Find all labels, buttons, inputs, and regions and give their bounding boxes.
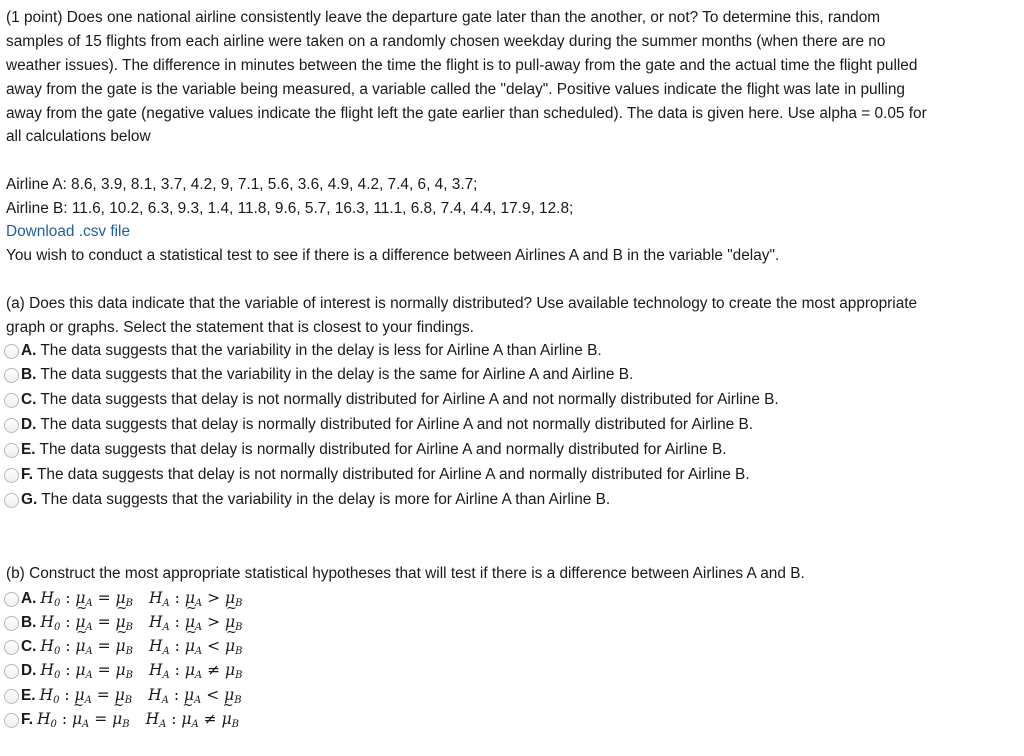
group-subscript: A bbox=[194, 622, 203, 633]
colon: : bbox=[169, 661, 185, 679]
intro-line: weather issues). The difference in minutes between the time the flight is to pull-away from the gate and the actual time the flight pulled bbox=[6, 57, 918, 74]
median-symbol: ~ μ bbox=[181, 710, 191, 728]
operator: = bbox=[91, 686, 115, 704]
median-symbol: ~ μ bbox=[222, 710, 232, 728]
radio-button[interactable] bbox=[4, 640, 19, 655]
group-subscript: A bbox=[85, 598, 93, 609]
group-subscript: A bbox=[194, 598, 203, 609]
group-subscript: A bbox=[84, 695, 92, 706]
operator: = bbox=[92, 637, 116, 655]
colon: : bbox=[60, 661, 76, 679]
group-subscript: B bbox=[124, 695, 133, 706]
part-b-question: (b) Construct the most appropriate statistical hypotheses that will test if there is a difference between Airlines A and B. bbox=[6, 565, 805, 582]
part-b-option-c[interactable] bbox=[4, 636, 242, 658]
hypothesis-subscript: 0 bbox=[53, 695, 60, 706]
median-symbol: ~ μ bbox=[185, 637, 195, 655]
median-symbol: ~ μ bbox=[75, 613, 85, 631]
operator: < bbox=[202, 637, 225, 655]
option-text: The data suggests that the variability in the delay is more for Airline A than Airline B. bbox=[41, 491, 611, 508]
median-symbol: ~ μ bbox=[112, 710, 122, 728]
hypothesis-subscript: 0 bbox=[53, 670, 61, 681]
intro-line: (1 point) Does one national airline consistently leave the departure gate later than the another, or not? To determine this, random bbox=[6, 9, 881, 26]
part-a-option-e[interactable] bbox=[4, 439, 727, 461]
intro-line: away from the gate is the variable being measured, a variable called the "delay". Positive values indicate the flight was late in pulling bbox=[6, 81, 905, 98]
null-hypothesis bbox=[37, 710, 130, 730]
radio-button[interactable] bbox=[4, 368, 19, 383]
hypothesis-subscript: 0 bbox=[53, 646, 61, 657]
hypothesis-symbol: H bbox=[39, 686, 54, 704]
option-letter: A. bbox=[21, 590, 37, 607]
option-text: The data suggests that delay is not normally distributed for Airline A and normally distributed for Airline B. bbox=[36, 466, 750, 483]
radio-button[interactable] bbox=[4, 393, 19, 408]
operator: = bbox=[92, 661, 116, 679]
radio-button[interactable] bbox=[4, 418, 19, 433]
option-letter: F. bbox=[21, 466, 33, 483]
test-statement: You wish to conduct a statistical test to see if there is a difference between Airlines A and B in the variable "delay". bbox=[6, 247, 780, 264]
operator: = bbox=[89, 710, 113, 728]
hypothesis-subscript: 0 bbox=[50, 719, 57, 730]
part-a-option-g[interactable] bbox=[4, 489, 610, 511]
operator: > bbox=[202, 613, 225, 631]
mean-symbol: μ bbox=[114, 686, 125, 704]
hypothesis-subscript: A bbox=[162, 622, 170, 633]
hypothesis-symbol: H bbox=[40, 637, 54, 655]
group-subscript: A bbox=[82, 719, 90, 730]
hypothesis-symbol: H bbox=[145, 710, 160, 728]
colon: : bbox=[59, 686, 75, 704]
hypothesis-subscript: A bbox=[159, 719, 167, 730]
operator: < bbox=[201, 686, 225, 704]
operator: > bbox=[202, 589, 225, 607]
parameter-symbol bbox=[181, 710, 198, 728]
hypothesis-symbol: H bbox=[148, 661, 163, 679]
option-letter: A. bbox=[21, 342, 37, 359]
colon: : bbox=[60, 637, 76, 655]
part-a-question: (a) Does this data indicate that the variable of interest is normally distributed? Use available technology to create the most appropriate bbox=[6, 295, 918, 312]
option-text: The data suggests that delay is normally distributed for Airline A and normally distributed for Airline B. bbox=[39, 441, 727, 458]
hypothesis-symbol: H bbox=[148, 686, 162, 704]
median-symbol: ~ μ bbox=[116, 613, 126, 631]
intro-line: all calculations below bbox=[6, 128, 151, 145]
radio-button[interactable] bbox=[4, 689, 19, 704]
parameter-symbol bbox=[225, 661, 242, 679]
alternative-hypothesis bbox=[149, 637, 242, 657]
null-hypothesis bbox=[40, 637, 133, 657]
colon: : bbox=[169, 613, 185, 631]
median-symbol: ~ μ bbox=[185, 613, 195, 631]
median-symbol: ~ μ bbox=[225, 613, 235, 631]
hypothesis-subscript: 0 bbox=[53, 598, 61, 609]
part-a-option-c[interactable] bbox=[4, 389, 779, 411]
mean-symbol: μ bbox=[184, 661, 195, 679]
option-text: The data suggests that the variability in the delay is the same for Airline A and Airline B. bbox=[40, 366, 634, 383]
hypothesis-symbol: H bbox=[36, 710, 51, 728]
part-a-option-f[interactable] bbox=[4, 464, 750, 486]
radio-button[interactable] bbox=[4, 344, 19, 359]
parameter-symbol bbox=[75, 637, 92, 655]
colon: : bbox=[169, 589, 185, 607]
mean-symbol: μ bbox=[115, 589, 126, 607]
hypothesis-symbol: H bbox=[148, 613, 163, 631]
option-letter: E. bbox=[21, 687, 36, 704]
mean-symbol: μ bbox=[224, 686, 235, 704]
group-subscript: A bbox=[85, 646, 93, 657]
radio-button[interactable] bbox=[4, 713, 19, 728]
mean-symbol: μ bbox=[75, 589, 86, 607]
mean-symbol: μ bbox=[183, 686, 195, 704]
parameter-symbol bbox=[222, 710, 239, 728]
radio-button[interactable] bbox=[4, 664, 19, 679]
hypothesis-subscript: A bbox=[162, 598, 170, 609]
colon: : bbox=[169, 637, 185, 655]
parameter-symbol bbox=[112, 710, 129, 728]
parameter-symbol bbox=[185, 637, 202, 655]
option-text: The data suggests that the variability in the delay is less for Airline A than Airline B. bbox=[40, 342, 602, 359]
colon: : bbox=[56, 710, 72, 728]
radio-button[interactable] bbox=[4, 616, 19, 631]
radio-button[interactable] bbox=[4, 592, 19, 607]
group-subscript: B bbox=[231, 719, 239, 730]
group-subscript: B bbox=[125, 622, 133, 633]
mean-symbol: μ bbox=[115, 661, 126, 679]
null-hypothesis bbox=[40, 661, 133, 681]
group-subscript: A bbox=[194, 695, 202, 706]
group-subscript: B bbox=[234, 695, 242, 706]
median-symbol: ~ μ bbox=[225, 637, 235, 655]
colon: : bbox=[60, 613, 76, 631]
hypothesis-symbol: H bbox=[148, 589, 163, 607]
parameter-symbol bbox=[225, 637, 242, 655]
mean-symbol: μ bbox=[75, 661, 86, 679]
option-letter: F. bbox=[21, 711, 33, 728]
option-letter: C. bbox=[21, 638, 37, 655]
option-letter: E. bbox=[21, 441, 36, 458]
group-subscript: B bbox=[122, 719, 130, 730]
option-text: The data suggests that delay is not normally distributed for Airline A and not normally distributed for Airline B. bbox=[40, 391, 779, 408]
median-symbol: ~ μ bbox=[75, 637, 85, 655]
group-subscript: B bbox=[235, 622, 243, 633]
parameter-symbol bbox=[116, 637, 133, 655]
colon: : bbox=[60, 589, 76, 607]
operator: = bbox=[92, 589, 116, 607]
radio-button[interactable] bbox=[4, 443, 19, 458]
group-subscript: B bbox=[125, 646, 133, 657]
median-symbol: ~ μ bbox=[72, 710, 82, 728]
group-subscript: B bbox=[125, 670, 133, 681]
parameter-symbol bbox=[116, 661, 133, 679]
download-csv-link[interactable]: Download .csv file bbox=[6, 223, 131, 240]
option-text: The data suggests that delay is normally distributed for Airline A and not normally distributed for Airline B. bbox=[40, 416, 754, 433]
alternative-hypothesis bbox=[146, 710, 239, 730]
airline-b-data: Airline B: 11.6, 10.2, 6.3, 9.3, 1.4, 11.8, 9.6, 5.7, 16.3, 11.1, 6.8, 7.4, 4.4, 17.9, 12.8; bbox=[6, 200, 574, 217]
option-letter: G. bbox=[21, 491, 38, 508]
hypothesis-symbol: H bbox=[148, 637, 163, 655]
option-letter: D. bbox=[21, 416, 37, 433]
hypothesis-subscript: A bbox=[162, 670, 170, 681]
mean-symbol: μ bbox=[224, 589, 236, 607]
airline-a-data: Airline A: 8.6, 3.9, 8.1, 3.7, 4.2, 9, 7.1, 5.6, 3.6, 4.9, 4.2, 7.4, 6, 4, 3.7; bbox=[6, 176, 478, 193]
mean-symbol: μ bbox=[184, 589, 195, 607]
group-subscript: B bbox=[125, 598, 133, 609]
group-subscript: B bbox=[235, 646, 243, 657]
option-letter: D. bbox=[21, 662, 37, 679]
radio-button[interactable] bbox=[4, 468, 19, 483]
part-b-option-d[interactable] bbox=[4, 660, 242, 682]
group-subscript: A bbox=[194, 670, 203, 681]
parameter-symbol bbox=[75, 661, 92, 679]
operator: ≠ bbox=[202, 661, 225, 679]
part-a-option-d[interactable] bbox=[4, 414, 753, 436]
group-subscript: B bbox=[235, 598, 243, 609]
alternative-hypothesis bbox=[149, 661, 242, 681]
group-subscript: B bbox=[235, 670, 243, 681]
group-subscript: A bbox=[85, 670, 93, 681]
operator: ≠ bbox=[198, 710, 222, 728]
mean-symbol: μ bbox=[74, 686, 85, 704]
radio-button[interactable] bbox=[4, 493, 19, 508]
option-letter: B. bbox=[21, 366, 37, 383]
part-a-question: graph or graphs. Select the statement that is closest to your findings. bbox=[6, 319, 474, 336]
parameter-symbol bbox=[72, 710, 89, 728]
operator: = bbox=[92, 613, 116, 631]
parameter-symbol bbox=[185, 661, 202, 679]
intro-line: samples of 15 flights from each airline were taken on a randomly chosen weekday during the summer months (when there are no bbox=[6, 33, 886, 50]
colon: : bbox=[166, 710, 182, 728]
hypothesis-subscript: A bbox=[162, 646, 170, 657]
part-a-option-b[interactable] bbox=[4, 364, 633, 386]
option-letter: C. bbox=[21, 391, 37, 408]
part-a-option-a[interactable] bbox=[4, 340, 602, 362]
part-b-option-f[interactable] bbox=[4, 709, 239, 731]
hypothesis-symbol: H bbox=[40, 589, 54, 607]
group-subscript: A bbox=[194, 646, 203, 657]
hypothesis-subscript: A bbox=[161, 695, 169, 706]
colon: : bbox=[168, 686, 184, 704]
option-letter: B. bbox=[21, 614, 37, 631]
hypothesis-symbol: H bbox=[40, 613, 54, 631]
intro-line: away from the gate (negative values indicate the flight left the gate earlier than scheduled). The data is given here. Use alpha = 0.05 for bbox=[6, 105, 927, 122]
hypothesis-subscript: 0 bbox=[53, 622, 61, 633]
hypothesis-symbol: H bbox=[40, 661, 54, 679]
median-symbol: ~ μ bbox=[116, 637, 126, 655]
group-subscript: A bbox=[85, 622, 93, 633]
group-subscript: A bbox=[191, 719, 199, 730]
mean-symbol: μ bbox=[224, 661, 236, 679]
